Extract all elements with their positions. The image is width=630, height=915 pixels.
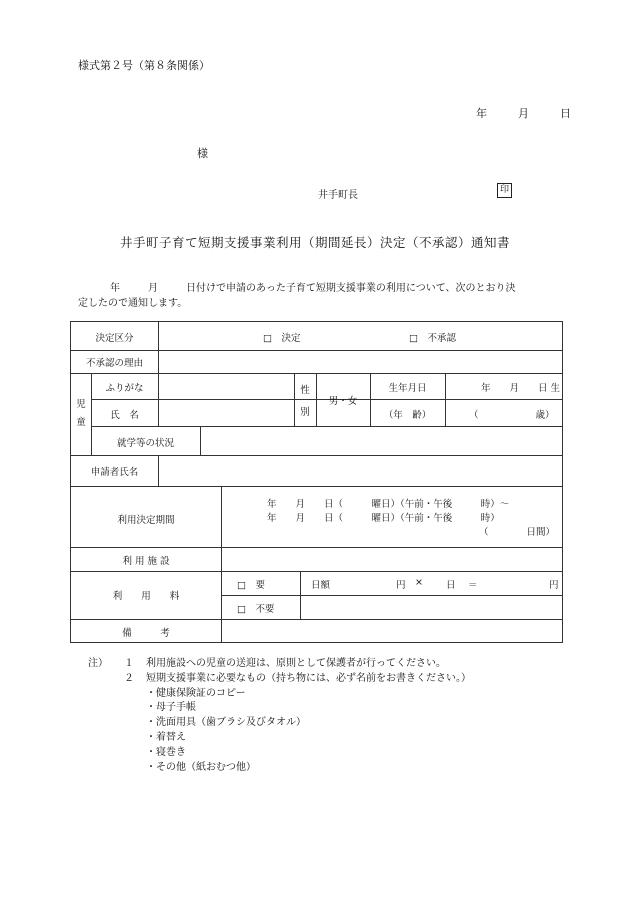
notice-table [70,321,563,643]
note-sub-item: ・母子手帳 [146,702,196,714]
fee-total-yen-label: 円 [549,580,559,591]
period-line-2: 年 月 日（ 曜日）（午前・午後 時） [267,513,500,524]
name-label: 氏 名 [110,410,139,421]
remarks-label: 備 考 [122,628,170,639]
note-sub-item: ・着替え [146,731,186,743]
fee-times-sign: × [415,577,423,588]
facility-label: 利 用 施 設 [122,556,170,567]
gender-value: 男・女 [328,396,358,407]
child-label: 児童 [76,399,86,428]
date-month: 月 [518,107,529,120]
issuer-name: 井手町長 [318,190,358,201]
intro-line1: 日付けで申請のあった子育て短期支援事業の利用について、次のとおり決 [186,283,516,294]
age-label: （年 齢） [383,410,432,421]
notes-section [88,657,471,775]
addressee-suffix: 様 [197,147,208,160]
decision-option-reject[interactable]: □ 不承認 [409,333,456,344]
decision-option-approve[interactable]: □ 決定 [263,333,301,344]
note-number: ２ [124,672,134,684]
seal-mark: 印 [497,183,512,198]
note-sub-item: ・その他（紙おむつ他） [146,761,256,773]
school-status-label: 就学等の状況 [116,438,174,449]
period-line-1: 年 月 日（ 曜日）（午前・午後 時）～ [267,499,510,510]
notes-label: 注） [88,658,108,669]
intro-paragraph [78,281,562,311]
intro-month: 月 [148,283,158,294]
note-number: １ [124,658,134,669]
date-year: 年 [476,107,487,120]
birthdate-label: 生年月日 [388,383,427,394]
period-label: 利用決定期間 [117,515,175,526]
fee-equals-sign: ＝ [468,580,478,591]
fee-not-required-option[interactable]: □ 不要 [237,604,275,615]
reason-label: 不承認の理由 [85,358,143,369]
document-title: 井手町子育て短期支援事業利用（期間延長）決定（不承認）通知書 [119,235,510,250]
intro-line2: 定したので通知します。 [78,298,188,309]
date-line [476,105,571,121]
fee-required-option[interactable]: □ 要 [237,580,265,591]
fee-yen-label: 円 [396,580,406,591]
fee-label: 利 用 料 [112,591,180,602]
note-item [88,657,471,672]
note-text: 短期支援事業に必要なもの（持ち物には、必ず名前をお書きください。） [146,672,471,684]
note-sub-item: ・寝巻き [146,746,186,758]
note-text: 利用施設への児童の送迎は、原則として保護者が行ってください。 [146,658,446,669]
note-sub-item: ・洗面用具（歯ブラシ及びタオル） [146,717,306,729]
birthdate-value: 年 月 日 生 [481,383,561,394]
fee-days-label: 日 [446,580,456,591]
age-value: （ 歳） [469,410,555,421]
note-item [88,672,471,687]
intro-year: 年 [110,283,120,294]
period-days: （ 日間） [479,527,556,538]
decision-label: 決定区分 [95,333,134,344]
applicant-label: 申請者氏名 [90,467,139,478]
form-number: 様式第２号（第８条関係） [78,59,210,72]
furigana-label: ふりがな [105,383,144,394]
fee-daily-label: 日額 [311,580,331,591]
date-day: 日 [560,107,571,120]
gender-label: 性別 [300,385,310,418]
note-sub-item: ・健康保険証のコピー [146,687,246,699]
